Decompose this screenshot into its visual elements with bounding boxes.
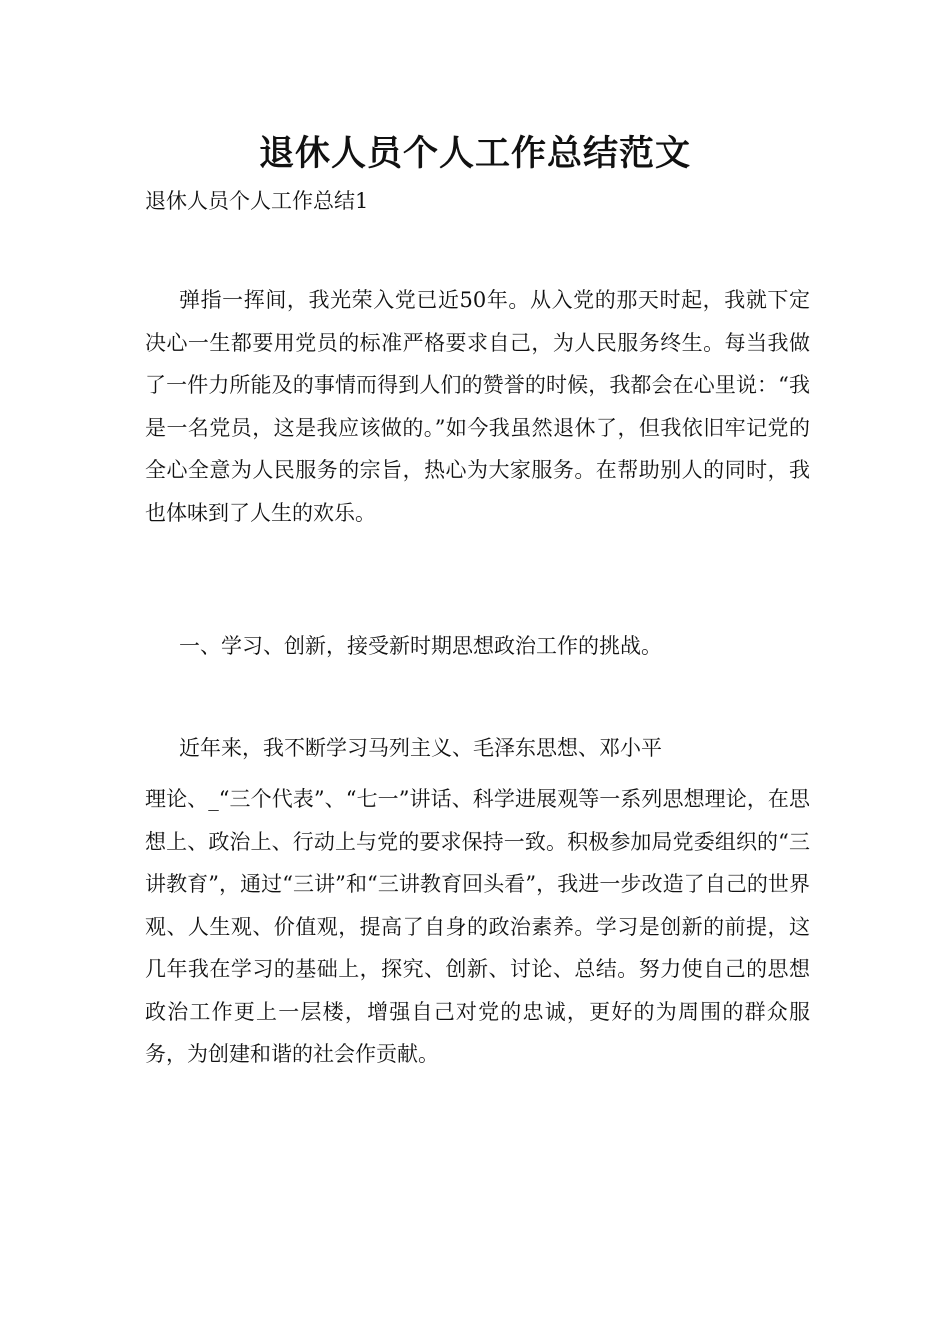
- document-title: 退休人员个人工作总结范文: [258, 134, 691, 174]
- document-subtitle: 退休人员个人工作总结1: [145, 189, 369, 213]
- paragraph-study-body: 理论、_“三个代表”、“七一”讲话、科学进展观等一系列思想理论，在思想上、政治上、行动上与党的要求保持一致。积极参加局党委组织的“三讲教育”，通过“三讲”和“三讲教育回头看”，我进一步改造了自己的世界观、人生观、价值观，提高了自身的政治素养。学习是创新的前提，这几年我在学习的基础上，探究、创新、讨论、总结。努力使自己的思想政治工作更上一层楼，增强自己对党的忠诚，更好的为周围的群众服务，为创建和谐的社会作贡献。: [145, 787, 810, 1066]
- paragraph-study-first-line: 近年来，我不断学习马列主义、毛泽东思想、邓小平: [179, 736, 662, 760]
- section-heading: 一、学习、创新，接受新时期思想政治工作的挑战。: [179, 634, 662, 658]
- paragraph-intro: 弹指一挥间，我光荣入党已近50年。从入党的那天时起，我就下定决心一生都要用党员的标准严格要求自己，为人民服务终生。每当我做了一件力所能及的事情而得到人们的赞誉的时候，我都会在心里说：“我是一名党员，这是我应该做的。”如今我虽然退休了，但我依旧牢记党的全心全意为人民服务的宗旨，热心为大家服务。在帮助别人的同时，我也体味到了人生的欢乐。: [145, 288, 810, 525]
